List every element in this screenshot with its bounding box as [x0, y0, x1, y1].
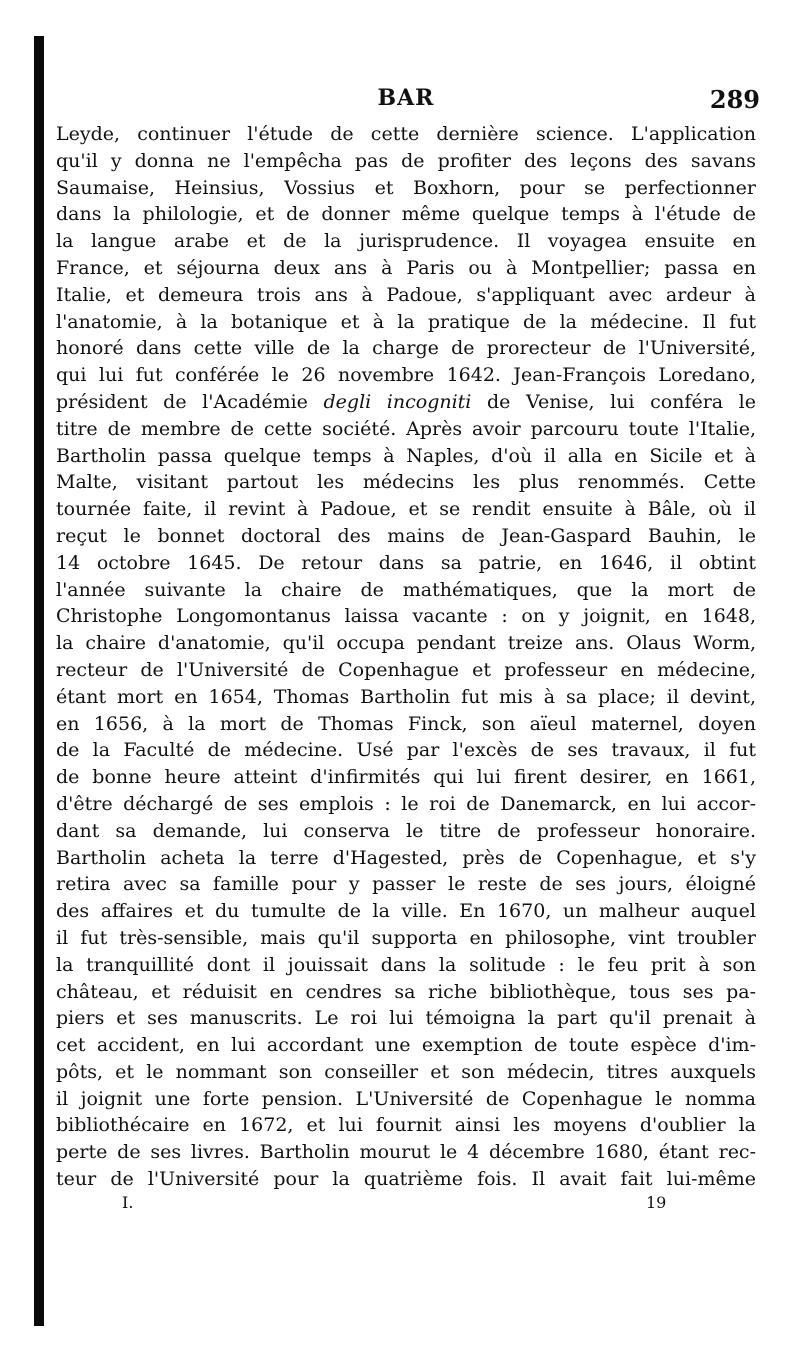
italic-phrase: degli incogniti	[323, 390, 472, 413]
binding-edge-shadow	[34, 36, 44, 1326]
text-line: teur de l'Université pour la quatrième fois. Il avait fait lui-même	[56, 1168, 756, 1191]
text-line: tournée faite, il revint à Padoue, et se rendit ensuite à Bâle, où il	[56, 498, 756, 521]
text-line: piers et ses manuscrits. Le roi lui témoigna la part qu'il prenait à	[56, 1007, 756, 1030]
running-head	[56, 85, 760, 121]
text-line: Saumaise, Heinsius, Vossius et Boxhorn, pour se perfectionner	[56, 176, 756, 199]
page-footer	[56, 1193, 756, 1217]
text-line: cet accident, en lui accordant une exemption de toute espèce d'im-	[56, 1034, 756, 1057]
page-number: 289	[709, 85, 760, 114]
text-line: président de l'Académie degli incogniti de Venise, lui conféra le	[56, 390, 757, 413]
text-line: titre de membre de cette société. Après avoir parcouru toute l'Italie,	[56, 417, 756, 440]
sheet-number: 19	[646, 1192, 667, 1212]
text-line: qu'il y donna ne l'empêcha pas de profiter des leçons des savans	[56, 149, 756, 172]
text-line: la tranquillité dont il jouissait dans la solitude : le feu prit à son	[56, 953, 756, 976]
text-line: reçut le bonnet doctoral des mains de Jean-Gaspard Bauhin, le	[56, 524, 756, 547]
text-line: de la Faculté de médecine. Usé par l'excès de ses travaux, il fut	[56, 739, 756, 762]
text-line: dans la philologie, et de donner même quelque temps à l'étude de	[56, 203, 756, 226]
text-line: Italie, et demeura trois ans à Padoue, s'appliquant avec ardeur à	[56, 283, 756, 306]
text-line: il joignit une forte pension. L'Université de Copenhague le nomma	[56, 1087, 756, 1110]
text-line: Bartholin acheta la terre d'Hagested, près de Copenhague, et s'y	[56, 846, 756, 869]
text-line: recteur de l'Université de Copenhague et professeur en médecine,	[56, 658, 756, 681]
text-line: il fut très-sensible, mais qu'il supporta en philosophe, vint troubler	[56, 926, 756, 949]
text-line: Bartholin passa quelque temps à Naples, d'où il alla en Sicile et à	[56, 444, 756, 467]
text-line: perte de ses livres. Bartholin mourut le 4 décembre 1680, étant rec-	[56, 1141, 756, 1164]
text-line: Leyde, continuer l'étude de cette dernière science. L'application	[56, 123, 756, 145]
text-line: France, et séjourna deux ans à Paris ou à Montpellier; passa en	[56, 256, 756, 279]
text-line: en 1656, à la mort de Thomas Finck, son aïeul maternel, doyen	[56, 712, 756, 735]
text-line: l'année suivante la chaire de mathématiques, que la mort de	[56, 578, 756, 601]
text-line: pôts, et le nommant son conseiller et son médecin, titres auxquels	[56, 1060, 756, 1083]
text-line: château, et réduisit en cendres sa riche bibliothèque, tous ses pa-	[56, 980, 756, 1003]
signature-mark: I.	[122, 1192, 134, 1212]
text-line: dant sa demande, lui conserva le titre de professeur honoraire.	[56, 819, 756, 842]
text-line: Malte, visitant partout les médecins les plus renommés. Cette	[56, 471, 756, 494]
body-text	[56, 121, 756, 1193]
text-line: retira avec sa famille pour y passer le reste de ses jours, éloigné	[56, 873, 756, 896]
text-line: d'être déchargé de ses emplois : le roi de Danemarck, en lui accor-	[56, 792, 756, 815]
text-line: étant mort en 1654, Thomas Bartholin fut mis à sa place; il devint,	[56, 685, 756, 708]
text-line: qui lui fut conférée le 26 novembre 1642. Jean-François Loredano,	[56, 364, 756, 387]
text-line: la langue arabe et de la jurisprudence. Il voyagea ensuite en	[56, 230, 756, 253]
text-line: de bonne heure atteint d'infirmités qui lui firent desirer, en 1661,	[56, 766, 756, 789]
text-line: l'anatomie, à la botanique et à la pratique de la médecine. Il fut	[56, 310, 756, 333]
text-line: Christophe Longomontanus laissa vacante : on y joignit, en 1648,	[56, 605, 756, 628]
text-line: honoré dans cette ville de la charge de prorecteur de l'Université,	[56, 337, 756, 360]
book-page	[56, 85, 760, 1217]
text-line: la chaire d'anatomie, qu'il occupa pendant treize ans. Olaus Worm,	[56, 632, 756, 655]
text-line: bibliothécaire en 1672, et lui fournit ainsi les moyens d'oublier la	[56, 1114, 756, 1137]
text-line: des affaires et du tumulte de la ville. En 1670, un malheur auquel	[56, 900, 756, 923]
text-line: 14 octobre 1645. De retour dans sa patrie, en 1646, il obtint	[56, 551, 756, 574]
running-head-title: BAR	[377, 85, 435, 111]
